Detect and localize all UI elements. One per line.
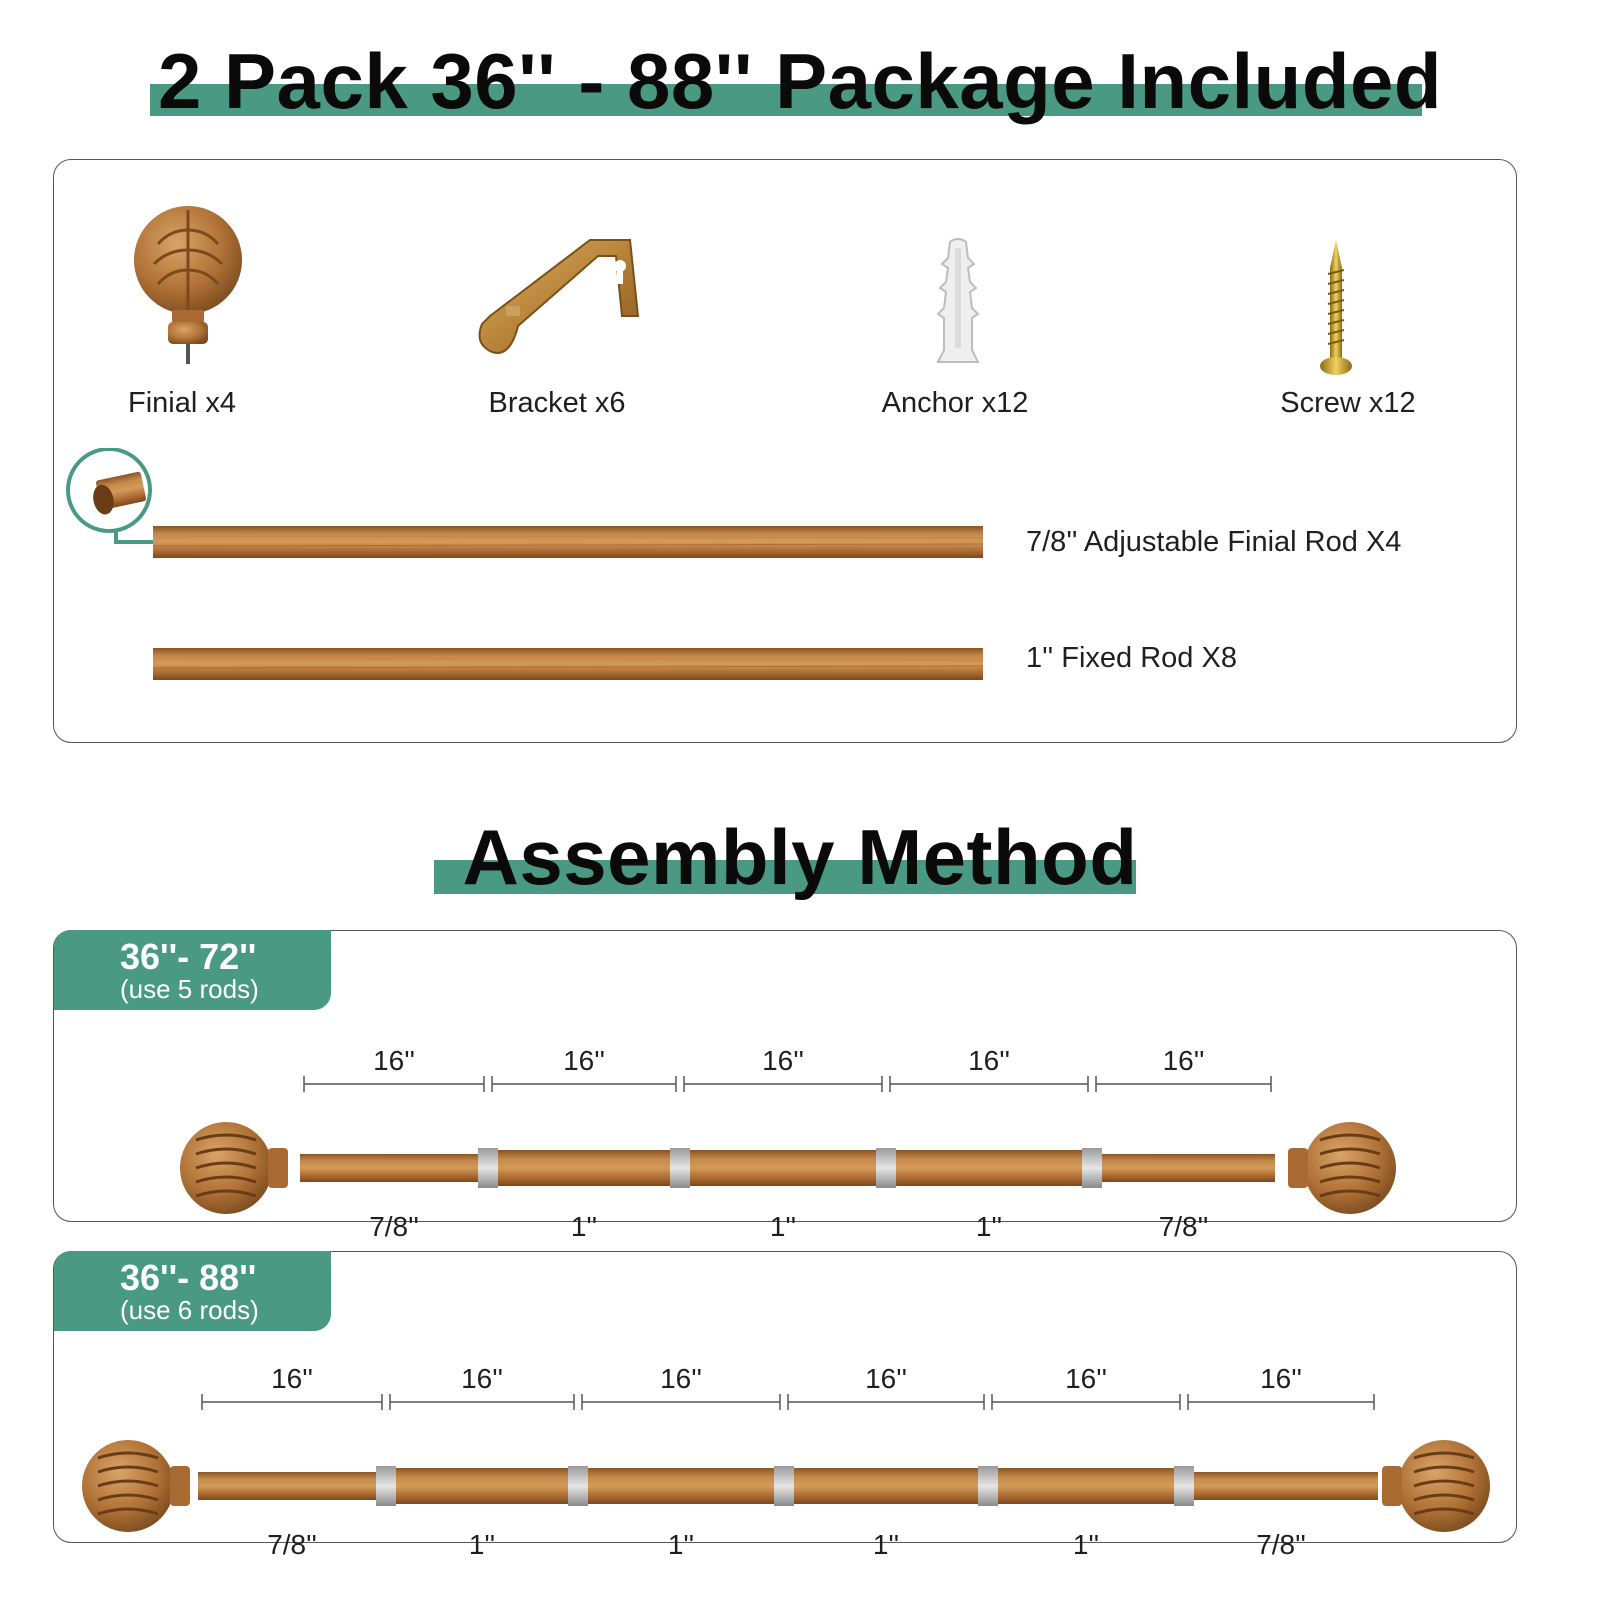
assembly-title: Assembly Method (462, 813, 1138, 901)
length-label-1-2: 16'' (762, 1045, 804, 1076)
connector-1-4 (1082, 1148, 1102, 1188)
rod-end-callout (64, 448, 164, 548)
size-label-2-4: 1'' (1072, 1529, 1100, 1560)
config-range-2: 36''- 88'' (120, 1257, 257, 1298)
dimension-line-1-3 (890, 1076, 1088, 1092)
finial-label: Finial x4 (128, 387, 236, 419)
connector-1-2 (670, 1148, 690, 1188)
bracket-label: Bracket x6 (488, 387, 626, 419)
length-label-1-1: 16'' (563, 1045, 605, 1076)
rod-segment-1-2 (680, 1150, 886, 1186)
config-note-2: (use 6 rods) (120, 1295, 259, 1325)
rod-segment-2-3 (784, 1468, 988, 1504)
config-range-1: 36''- 72'' (120, 936, 257, 977)
rod-segment-2-1 (386, 1468, 578, 1504)
config-badge-1 (54, 930, 331, 1010)
rod-segment-2-2 (578, 1468, 784, 1504)
fixed-rod (153, 648, 983, 680)
size-label-1-0: 7/8'' (369, 1211, 419, 1242)
size-label-2-1: 1'' (468, 1529, 496, 1560)
size-label-2-5: 7/8'' (1256, 1529, 1306, 1560)
rod-segment-2-4 (988, 1468, 1184, 1504)
dimension-line-2-1 (390, 1394, 574, 1410)
length-label-1-0: 16'' (373, 1045, 415, 1076)
length-label-2-1: 16'' (461, 1363, 503, 1394)
screw-label: Screw x12 (1280, 387, 1416, 419)
adjustable-finial-rod-label: 7/8'' Adjustable Finial Rod X4 (1026, 526, 1402, 558)
connector-2-5 (1174, 1466, 1194, 1506)
rod-segment-1-1 (488, 1150, 680, 1186)
finial-icon (128, 200, 248, 370)
connector-1-1 (478, 1148, 498, 1188)
config-badge-2 (54, 1251, 331, 1331)
dimension-line-2-0 (202, 1394, 382, 1410)
size-label-1-4: 7/8'' (1158, 1211, 1209, 1242)
anchor-icon (928, 238, 988, 368)
dimension-line-1-2 (684, 1076, 882, 1092)
dimension-line-1-0 (304, 1076, 484, 1092)
connector-2-4 (978, 1466, 998, 1506)
adjustable-finial-rod (153, 526, 983, 558)
rod-segment-1-0 (300, 1154, 488, 1182)
rod-segment-1-4 (1092, 1154, 1275, 1182)
finial-left-1 (180, 1122, 288, 1214)
anchor-label: Anchor x12 (881, 387, 1029, 419)
connector-1-3 (876, 1148, 896, 1188)
dimension-line-2-4 (992, 1394, 1180, 1410)
size-label-1-1: 1'' (570, 1211, 598, 1242)
length-label-2-0: 16'' (271, 1363, 313, 1394)
connector-2-1 (376, 1466, 396, 1506)
size-label-1-3: 1'' (975, 1211, 1003, 1242)
rod-segment-2-5 (1184, 1472, 1378, 1500)
dimension-line-1-1 (492, 1076, 676, 1092)
dimension-line-2-2 (582, 1394, 780, 1410)
length-label-2-4: 16'' (1065, 1363, 1107, 1394)
config-note-1: (use 5 rods) (120, 974, 259, 1004)
rod-segment-2-0 (198, 1472, 386, 1500)
length-label-1-3: 16'' (968, 1045, 1010, 1076)
rod-segment-1-3 (886, 1150, 1092, 1186)
connector-2-3 (774, 1466, 794, 1506)
dimension-line-2-3 (788, 1394, 984, 1410)
package-title: 2 Pack 36'' - 88'' Package Included (157, 37, 1442, 125)
connector-2-2 (568, 1466, 588, 1506)
bracket-icon (470, 226, 645, 366)
length-label-2-3: 16'' (865, 1363, 907, 1394)
length-label-1-4: 16'' (1162, 1045, 1205, 1076)
fixed-rod-label: 1'' Fixed Rod X8 (1026, 642, 1237, 674)
size-label-2-3: 1'' (872, 1529, 900, 1560)
finial-left-2 (82, 1440, 190, 1532)
finial-right-2 (1382, 1440, 1490, 1532)
finial-right-1 (1288, 1122, 1396, 1214)
dimension-line-1-4 (1096, 1076, 1271, 1092)
size-label-2-0: 7/8'' (267, 1529, 317, 1560)
dimension-line-2-5 (1188, 1394, 1374, 1410)
screw-icon (1318, 238, 1354, 380)
size-label-1-2: 1'' (769, 1211, 797, 1242)
length-label-2-5: 16'' (1260, 1363, 1302, 1394)
length-label-2-2: 16'' (660, 1363, 702, 1394)
size-label-2-2: 1'' (667, 1529, 695, 1560)
